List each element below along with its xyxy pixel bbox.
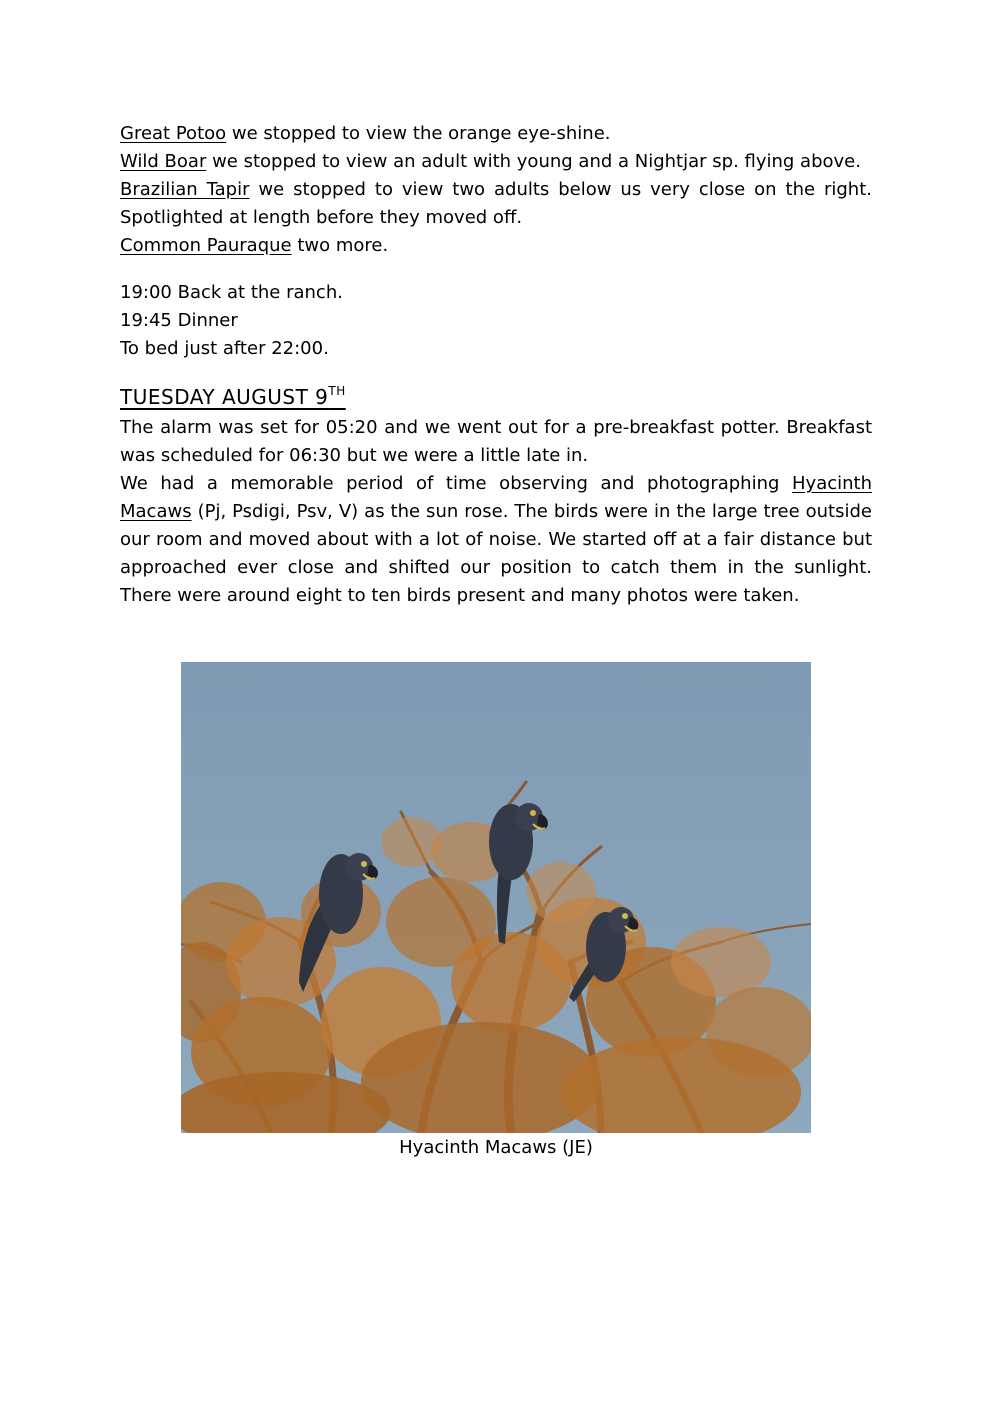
note-text: two more. bbox=[291, 235, 389, 256]
note-brazilian-tapir bbox=[120, 176, 872, 232]
schedule-line: 19:00 Back at the ranch. bbox=[120, 282, 343, 303]
note-common-pauraque bbox=[120, 232, 872, 260]
paragraph-alarm: The alarm was set for 05:20 and we went out for a pre-breakfast potter. Breakfast was scheduled for 06:30 but we were a little late in. bbox=[120, 417, 872, 466]
note-text: we stopped to view two adults below us very close on the right. Spotlighted at length before they moved off. bbox=[120, 179, 872, 228]
species-name: Common Pauraque bbox=[120, 235, 292, 256]
note-wild-boar bbox=[120, 148, 872, 176]
note-text: we stopped to view the orange eye-shine. bbox=[226, 123, 611, 144]
paragraph-text: (Pj, Psdigi, Psv, V) as the sun rose. The birds were in the large tree outside our room and moved about with a lot of noise. We started off at a fair distance but approached ever close and shifted our position to catch them in the sunlight. There were around eight to ten birds present and many photos were taken. bbox=[120, 501, 872, 606]
tuesday-body bbox=[120, 414, 872, 610]
photo-caption: Hyacinth Macaws (JE) bbox=[399, 1137, 593, 1158]
macaw-photo bbox=[181, 662, 811, 1133]
species-name: Brazilian Tapir bbox=[120, 179, 250, 200]
day-heading-ordinal: TH bbox=[328, 384, 346, 398]
paragraph-macaws bbox=[120, 470, 872, 610]
night-drive-notes bbox=[120, 120, 872, 260]
schedule-line: To bed just after 22:00. bbox=[120, 338, 329, 359]
species-name: Great Potoo bbox=[120, 123, 227, 144]
paragraph-text: We had a memorable period of time observing and photographing bbox=[120, 473, 792, 494]
evening-schedule bbox=[120, 279, 872, 363]
note-great-potoo bbox=[120, 120, 872, 148]
macaw-photo-image bbox=[181, 662, 811, 1133]
day-heading bbox=[120, 382, 346, 412]
species-name: Hyacinth Macaws bbox=[120, 473, 872, 522]
species-name: Wild Boar bbox=[120, 151, 207, 172]
note-text: we stopped to view an adult with young and a Nightjar sp. flying above. bbox=[206, 151, 861, 172]
schedule-line: 19:45 Dinner bbox=[120, 310, 238, 331]
day-heading-text: TUESDAY AUGUST 9 bbox=[120, 385, 329, 409]
